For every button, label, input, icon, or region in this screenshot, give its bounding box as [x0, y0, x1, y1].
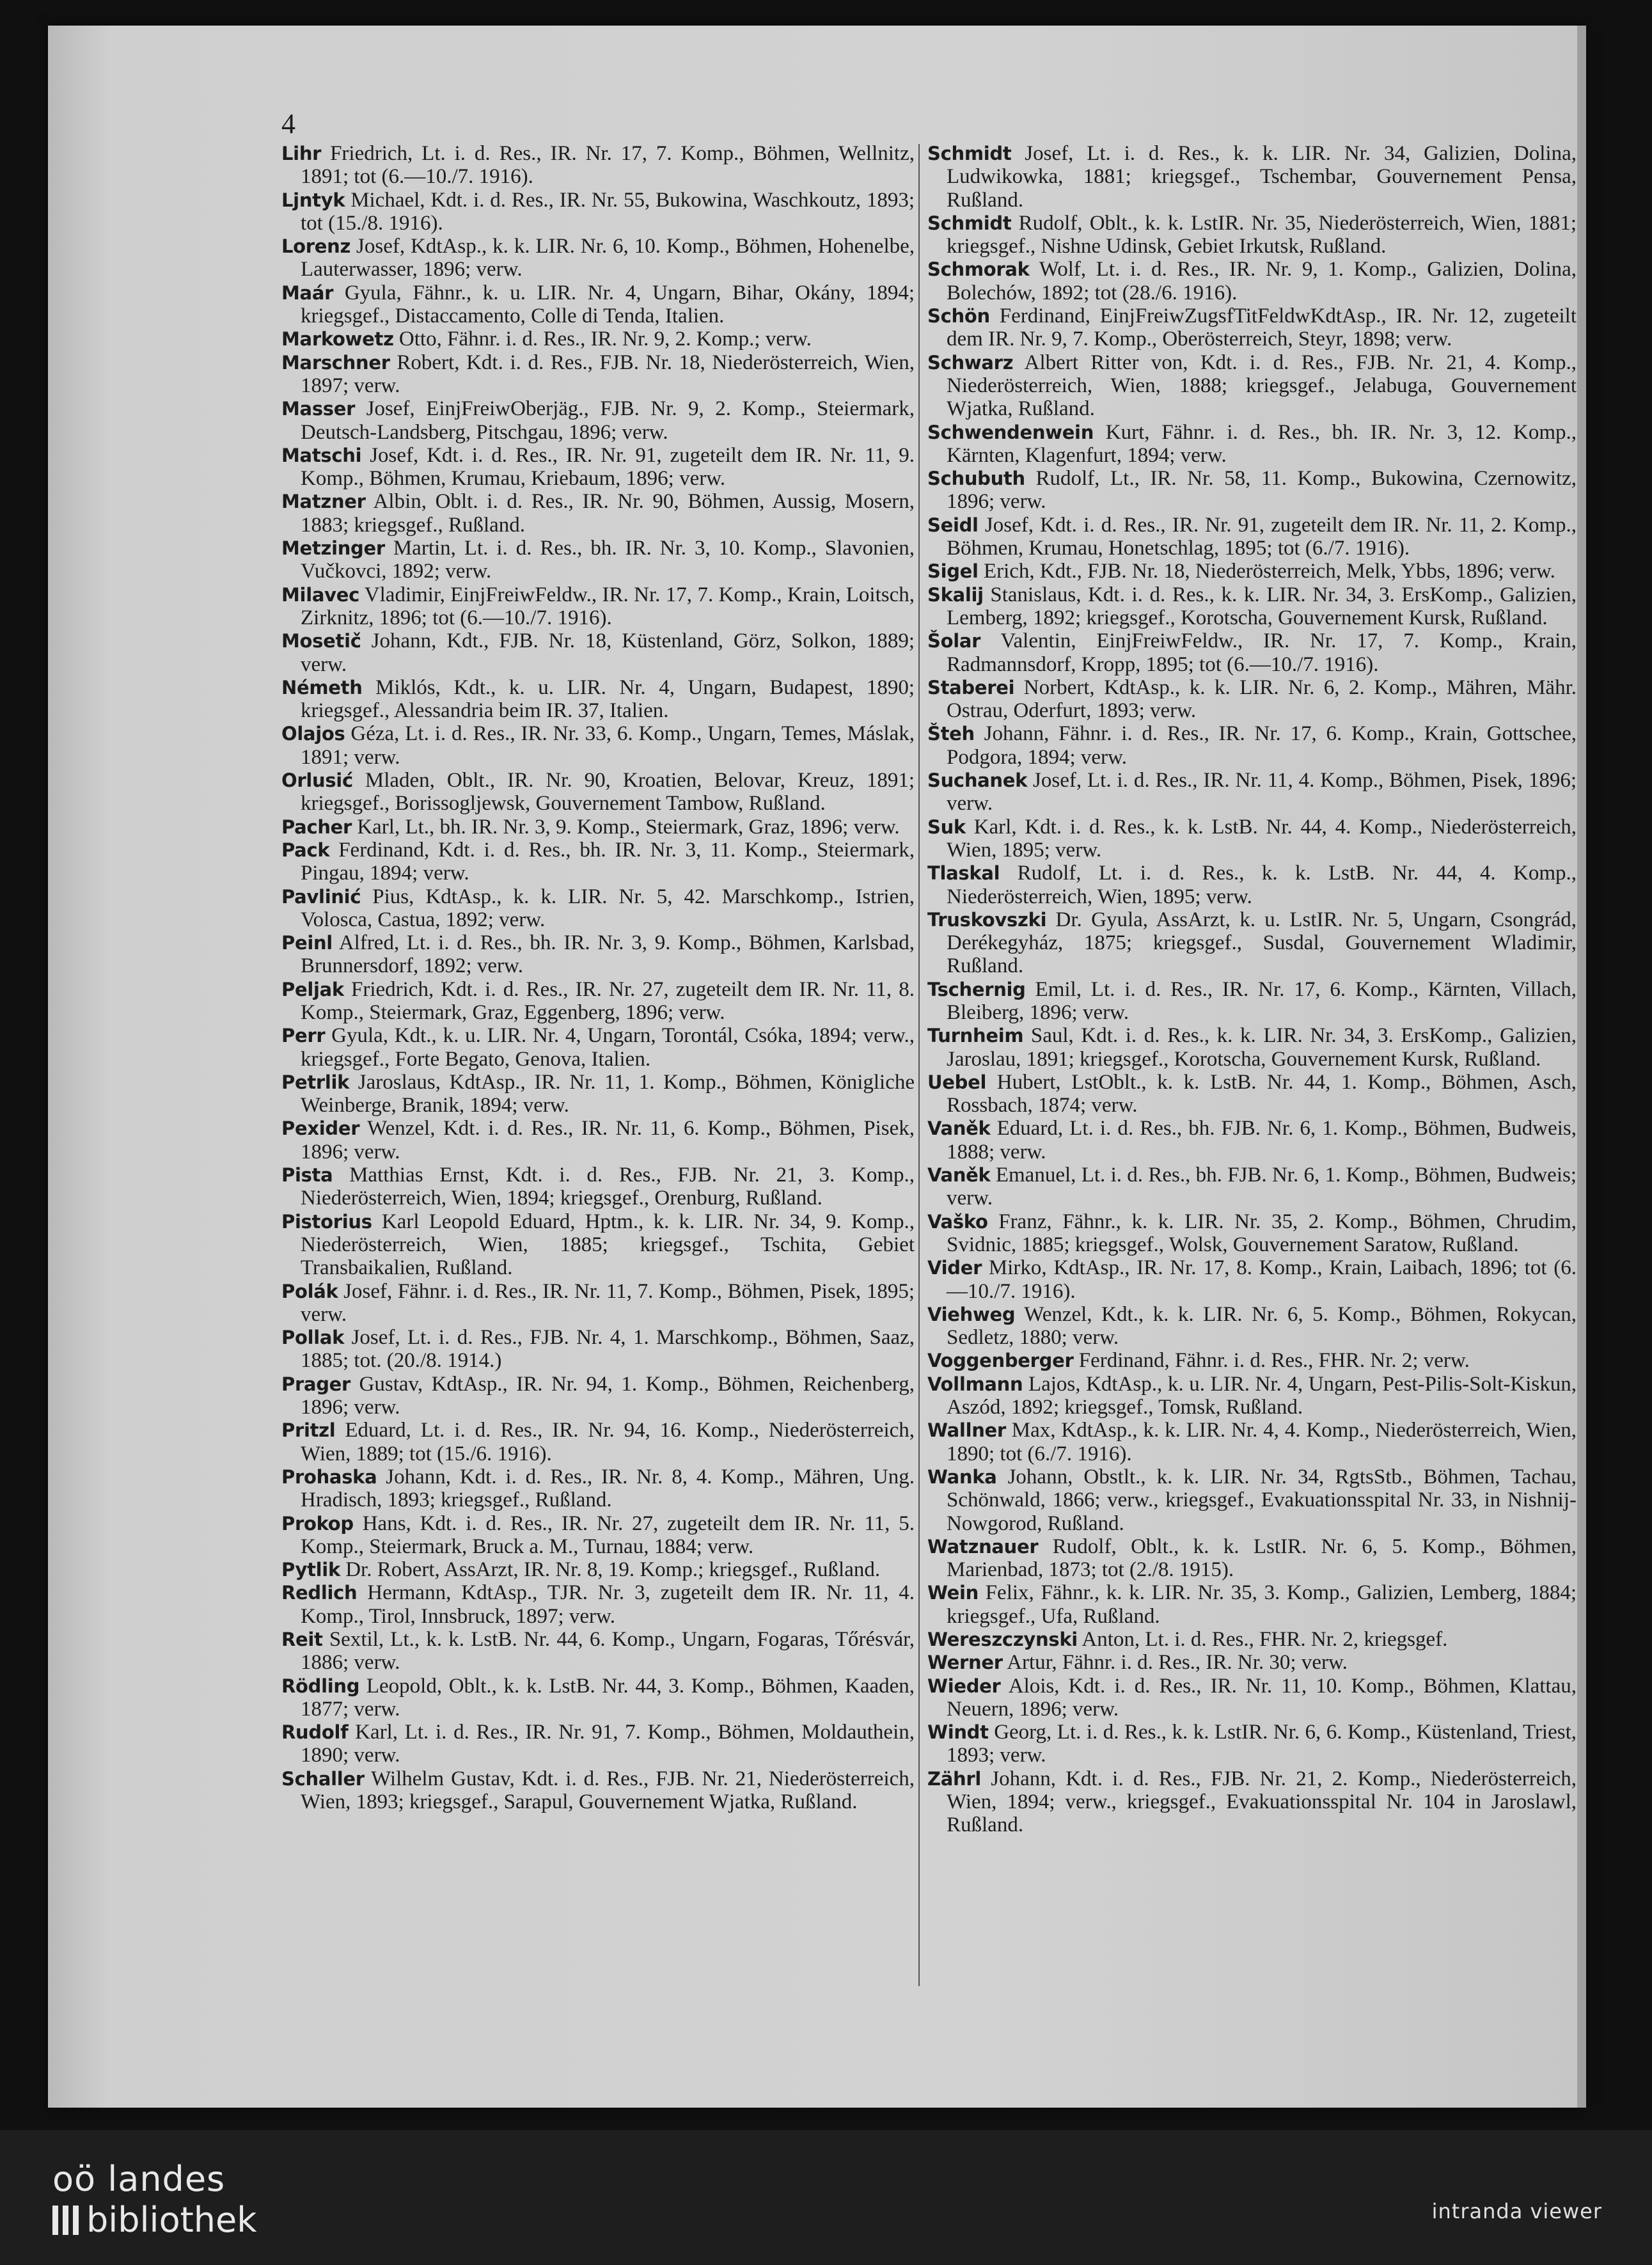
entry-surname: Sigel	[927, 560, 979, 583]
list-item	[927, 142, 1577, 212]
entry-surname: Staberei	[927, 676, 1015, 698]
list-item	[281, 1117, 915, 1164]
list-item	[281, 1419, 915, 1465]
entry-details: Felix, Fähnr., k. k. LIR. Nr. 35, 3. Komp., Galizien, Lemberg, 1884; kriegsgef., Ufa, Rußland.	[947, 1581, 1577, 1628]
entry-surname: Wieder	[927, 1675, 1001, 1697]
entry-details: Josef, Lt. i. d. Res., k. k. LIR. Nr. 34, Galizien, Dolina, Ludwikowka, 1881; kriegsgef., Tschembar, Gouvernement Pensa, Rußland.	[947, 142, 1577, 212]
list-item	[281, 583, 915, 630]
list-item	[927, 421, 1577, 468]
list-item	[927, 978, 1577, 1025]
entry-details: Alois, Kdt. i. d. Res., IR. Nr. 11, 10. Komp., Böhmen, Klattau, Neuern, 1896; verw.	[947, 1674, 1577, 1721]
logo-text-line2: bibliothek	[86, 2200, 257, 2240]
entry-surname: Maár	[281, 281, 334, 304]
entry-details: Hans, Kdt. i. d. Res., IR. Nr. 27, zugeteilt dem IR. Nr. 11, 5. Komp., Steiermark, Bruck a. M., Turnau, 1884; verw.	[301, 1511, 915, 1558]
list-item	[927, 258, 1577, 304]
list-item	[281, 1326, 915, 1373]
entry-details: Wilhelm Gustav, Kdt. i. d. Res., FJB. Nr. 21, Niederösterreich, Wien, 1893; kriegsgef., Sarapul, Gouvernement Wjatka, Rußland.	[301, 1767, 915, 1814]
entry-details: Emanuel, Lt. i. d. Res., bh. FJB. Nr. 6, 1. Komp., Böhmen, Budweis; verw.	[947, 1164, 1577, 1210]
entry-details: Gyula, Kdt., k. u. LIR. Nr. 4, Ungarn, Torontál, Csóka, 1894; verw., kriegsgef., Forte Begato, Genova, Italien.	[301, 1024, 915, 1071]
entry-surname: Schmidt	[927, 212, 1012, 234]
entry-details: Wenzel, Kdt. i. d. Res., IR. Nr. 11, 6. Komp., Böhmen, Pisek, 1896; verw.	[301, 1117, 915, 1164]
list-item	[281, 189, 915, 235]
entry-surname: Wallner	[927, 1419, 1006, 1442]
list-item	[281, 722, 915, 769]
list-item	[927, 467, 1577, 514]
entry-details: Johann, Fähnr. i. d. Res., IR. Nr. 17, 6. Komp., Krain, Gottschee, Podgora, 1894; verw.	[947, 722, 1577, 769]
entry-details: Rudolf, Oblt., k. k. LstIR. Nr. 6, 5. Komp., Böhmen, Marienbad, 1873; tot (2./8. 1915).	[947, 1535, 1577, 1582]
entry-surname: Orlusić	[281, 769, 353, 792]
entry-surname: Polák	[281, 1280, 338, 1302]
left-column	[281, 142, 915, 1813]
entry-surname: Pack	[281, 839, 330, 861]
logo-bars-icon	[52, 2206, 79, 2235]
list-item	[927, 1465, 1577, 1535]
list-item	[281, 885, 915, 932]
entry-surname: Pacher	[281, 816, 352, 838]
entry-surname: Šteh	[927, 723, 975, 745]
list-item	[281, 1767, 915, 1814]
entry-details: Emil, Lt. i. d. Res., IR. Nr. 17, 6. Komp., Kärnten, Villach, Bleiberg, 1896; verw.	[947, 977, 1577, 1024]
list-item	[281, 816, 915, 839]
entry-surname: Perr	[281, 1025, 326, 1047]
list-item	[927, 1535, 1577, 1582]
list-item	[281, 1164, 915, 1210]
page-number: 4	[281, 108, 295, 139]
list-item	[281, 1373, 915, 1419]
entry-surname: Zährl	[927, 1767, 981, 1790]
right-column	[927, 142, 1577, 1837]
viewer-footer	[0, 2130, 1652, 2265]
entry-surname: Matschi	[281, 444, 362, 466]
logo-line2	[52, 2200, 257, 2241]
entry-surname: Vaško	[927, 1210, 988, 1233]
entry-details: Dr. Robert, AssArzt, IR. Nr. 8, 19. Komp.; kriegsgef., Rußland.	[345, 1558, 881, 1582]
entry-surname: Seidl	[927, 514, 979, 536]
entry-surname: Pritzl	[281, 1419, 336, 1442]
list-item	[927, 304, 1577, 351]
entry-details: Karl Leopold Eduard, Hptm., k. k. LIR. Nr. 34, 9. Komp., Niederösterreich, Wien, 1885; kriegsgef., Tschita, Gebiet Transbaikalien, Rußland.	[301, 1210, 915, 1280]
entry-surname: Lihr	[281, 143, 322, 164]
entry-surname: Suchanek	[927, 769, 1028, 792]
entry-surname: Viehweg	[927, 1303, 1016, 1325]
entry-surname: Schwarz	[927, 351, 1014, 374]
list-item	[281, 1558, 915, 1581]
list-item	[281, 676, 915, 723]
list-item	[927, 1210, 1577, 1257]
entry-details: Mladen, Oblt., IR. Nr. 90, Kroatien, Belovar, Kreuz, 1891; kriegsgef., Borissogljewsk, Gouvernement Tambow, Rußland.	[301, 769, 915, 816]
entry-details: Stanislaus, Kdt. i. d. Res., k. k. LIR. Nr. 34, 3. ErsKomp., Galizien, Lemberg, 1892; kriegsgef., Korotscha, Gouvernement Kursk, Rußland.	[947, 583, 1577, 629]
list-item	[927, 676, 1577, 723]
list-item	[281, 1071, 915, 1117]
entry-details: Josef, Lt. i. d. Res., IR. Nr. 11, 4. Komp., Böhmen, Pisek, 1896; verw.	[947, 769, 1577, 816]
list-item	[281, 351, 915, 398]
entry-details: Robert, Kdt. i. d. Res., FJB. Nr. 18, Niederösterreich, Wien, 1897; verw.	[301, 351, 915, 397]
entry-surname: Rödling	[281, 1675, 360, 1697]
entry-details: Georg, Lt. i. d. Res., k. k. LstIR. Nr. 6, 6. Komp., Küstenland, Triest, 1893; verw.	[947, 1721, 1577, 1767]
list-item	[927, 514, 1577, 560]
list-item	[281, 1721, 915, 1767]
entry-details: Ferdinand, Fähnr. i. d. Res., FHR. Nr. 2; verw.	[1078, 1349, 1470, 1373]
list-item	[281, 235, 915, 281]
entry-surname: Markowetz	[281, 328, 394, 351]
entry-surname: Schaller	[281, 1767, 365, 1790]
list-item	[927, 1349, 1577, 1372]
entry-surname: Németh	[281, 676, 363, 698]
entry-details: Hubert, LstOblt., k. k. LstB. Nr. 44, 1. Komp., Böhmen, Asch, Rossbach, 1874; verw.	[947, 1070, 1577, 1117]
entry-details: Gustav, KdtAsp., IR. Nr. 94, 1. Komp., Böhmen, Reichenberg, 1896; verw.	[301, 1372, 915, 1419]
entry-surname: Pavlinić	[281, 885, 361, 908]
entry-details: Wolf, Lt. i. d. Res., IR. Nr. 9, 1. Komp., Galizien, Dolina, Bolechów, 1892; tot (28./6. 1916).	[947, 258, 1577, 304]
entry-details: Matthias Ernst, Kdt. i. d. Res., FJB. Nr. 21, 3. Komp., Niederösterreich, Wien, 1894; kriegsgef., Orenburg, Rußland.	[301, 1164, 915, 1210]
entry-details: Ferdinand, Kdt. i. d. Res., bh. IR. Nr. 3, 11. Komp., Steiermark, Pingau, 1894; verw.	[301, 838, 915, 885]
entry-details: Karl, Lt., bh. IR. Nr. 3, 9. Komp., Steiermark, Graz, 1896; verw.	[357, 815, 900, 839]
list-item	[281, 1024, 915, 1071]
column-divider	[918, 144, 920, 1986]
list-item	[281, 1465, 915, 1512]
library-logo[interactable]	[52, 2159, 257, 2241]
entry-details: Albin, Oblt. i. d. Res., IR. Nr. 90, Böhmen, Aussig, Mosern, 1883; kriegsgef., Rußland.	[301, 490, 915, 537]
entry-details: Ferdinand, EinjFreiwZugsfTitFeldwKdtAsp., IR. Nr. 12, zugeteilt dem IR. Nr. 9, 7. Komp., Oberösterreich, Steyr, 1898; verw.	[947, 304, 1577, 351]
entry-details: Sextil, Lt., k. k. LstB. Nr. 44, 6. Komp., Ungarn, Fogaras, Tőrésvár, 1886; verw.	[301, 1628, 915, 1675]
list-item	[927, 1164, 1577, 1210]
entry-surname: Pistorius	[281, 1210, 372, 1233]
list-item	[927, 816, 1577, 862]
entry-surname: Peinl	[281, 932, 333, 954]
list-item	[927, 769, 1577, 816]
entry-details: Alfred, Lt. i. d. Res., bh. IR. Nr. 3, 9. Komp., Böhmen, Karlsbad, Brunnersdorf, 1892; verw.	[301, 931, 915, 978]
entry-details: Valentin, EinjFreiwFeldw., IR. Nr. 17, 7. Komp., Krain, Radmannsdorf, Kropp, 1895; tot (6.—10./7. 1916).	[947, 629, 1577, 676]
entry-details: Miklós, Kdt., k. u. LIR. Nr. 4, Ungarn, Budapest, 1890; kriegsgef., Alessandria beim IR. 37, Italien.	[301, 675, 915, 723]
list-item	[281, 1675, 915, 1721]
list-item	[281, 1280, 915, 1327]
entry-details: Jaroslaus, KdtAsp., IR. Nr. 11, 1. Komp., Böhmen, Königliche Weinberge, Branik, 1894; verw.	[301, 1070, 915, 1117]
entry-details: Albert Ritter von, Kdt. i. d. Res., FJB. Nr. 21, 4. Komp., Niederösterreich, Wien, 1888; kriegsgef., Jelabuga, Gouvernement Wjatka, Rußland.	[947, 351, 1577, 421]
entry-details: Johann, Kdt., FJB. Nr. 18, Küstenland, Görz, Solkon, 1889; verw.	[301, 629, 915, 676]
entry-surname: Pollak	[281, 1327, 345, 1349]
entry-surname: Wein	[927, 1582, 979, 1604]
list-item	[281, 1512, 915, 1559]
logo-text-line1: oö landes	[52, 2159, 226, 2199]
list-item	[281, 769, 915, 816]
entry-surname: Olajos	[281, 723, 345, 745]
entry-surname: Watznauer	[927, 1535, 1039, 1558]
entry-surname: Prager	[281, 1373, 351, 1395]
entry-surname: Reit	[281, 1629, 323, 1650]
entry-surname: Schubuth	[927, 468, 1025, 490]
entry-surname: Matzner	[281, 491, 366, 513]
entry-surname: Vaněk	[927, 1117, 991, 1140]
list-item	[281, 281, 915, 328]
entry-surname: Tschernig	[927, 978, 1026, 1000]
list-item	[281, 978, 915, 1025]
entry-surname: Pista	[281, 1164, 333, 1187]
list-item	[281, 142, 915, 189]
entry-details: Eduard, Lt. i. d. Res., IR. Nr. 94, 16. Komp., Niederösterreich, Wien, 1889; tot (15./6. 1916).	[301, 1419, 915, 1465]
entry-details: Géza, Lt. i. d. Res., IR. Nr. 33, 6. Komp., Ungarn, Temes, Máslak, 1891; verw.	[301, 722, 915, 769]
list-item	[927, 1419, 1577, 1465]
list-item	[927, 1117, 1577, 1164]
list-item	[927, 1651, 1577, 1674]
entry-details: Franz, Fähnr., k. k. LIR. Nr. 35, 2. Komp., Böhmen, Chrudim, Svidnic, 1885; kriegsgef., Wolsk, Gouvernement Saratow, Rußland.	[947, 1210, 1577, 1256]
entry-details: Artur, Fähnr. i. d. Res., IR. Nr. 30; verw.	[1007, 1651, 1348, 1675]
entry-details: Erich, Kdt., FJB. Nr. 18, Niederösterreich, Melk, Ybbs, 1896; verw.	[983, 560, 1555, 583]
entry-surname: Schön	[927, 305, 990, 328]
list-item	[281, 490, 915, 537]
entry-surname: Schmorak	[927, 258, 1030, 281]
list-item	[281, 1210, 915, 1280]
entry-details: Friedrich, Lt. i. d. Res., IR. Nr. 17, 7. Komp., Böhmen, Wellnitz, 1891; tot (6.—10./7. 1916).	[301, 142, 915, 189]
list-item	[927, 1303, 1577, 1350]
list-item	[927, 629, 1577, 676]
entry-surname: Werner	[927, 1652, 1003, 1674]
entry-surname: Pytlik	[281, 1559, 340, 1581]
entry-surname: Redlich	[281, 1582, 358, 1604]
entry-details: Eduard, Lt. i. d. Res., bh. FJB. Nr. 6, 1. Komp., Böhmen, Budweis, 1888; verw.	[947, 1117, 1577, 1164]
entry-surname: Mosetič	[281, 630, 361, 652]
list-item	[927, 1721, 1577, 1767]
entry-surname: Lorenz	[281, 235, 351, 258]
entry-details: Lajos, KdtAsp., k. u. LIR. Nr. 4, Ungarn, Pest-Pilis-Solt-Kiskun, Aszód, 1892; kriegsgef., Tomsk, Rußland.	[947, 1372, 1577, 1419]
list-item	[281, 537, 915, 583]
entry-details: Rudolf, Lt. i. d. Res., k. k. LstB. Nr. 44, 4. Komp., Niederösterreich, Wien, 1895; verw.	[947, 862, 1577, 908]
entry-surname: Pexider	[281, 1117, 360, 1140]
entry-surname: Truskovszki	[927, 908, 1047, 931]
entry-details: Karl, Kdt. i. d. Res., k. k. LstB. Nr. 44, 4. Komp., Niederösterreich, Wien, 1895; verw.	[947, 815, 1577, 862]
entry-details: Saul, Kdt. i. d. Res., k. k. LIR. Nr. 34, 3. ErsKomp., Galizien, Jaroslau, 1891; kriegsgef., Korotscha, Gouvernement Kursk, Rußland.	[947, 1024, 1577, 1071]
entry-details: Friedrich, Kdt. i. d. Res., IR. Nr. 27, zugeteilt dem IR. Nr. 11, 8. Komp., Steiermark, Graz, Eggenberg, 1896; verw.	[301, 977, 915, 1024]
entry-surname: Vider	[927, 1257, 982, 1279]
entry-surname: Prohaska	[281, 1465, 377, 1488]
entry-details: Michael, Kdt. i. d. Res., IR. Nr. 55, Bukowina, Waschkoutz, 1893; tot (15./8. 1916).	[301, 188, 915, 235]
entry-details: Gyula, Fähnr., k. u. LIR. Nr. 4, Ungarn, Bihar, Okány, 1894; kriegsgef., Distaccamento, Colle di Tenda, Italien.	[301, 281, 915, 328]
list-item	[927, 583, 1577, 630]
entry-details: Josef, Lt. i. d. Res., FJB. Nr. 4, 1. Marschkomp., Böhmen, Saaz, 1885; tot. (20./8. 1914.)	[301, 1326, 915, 1373]
entry-details: Josef, Fähnr. i. d. Res., IR. Nr. 11, 7. Komp., Böhmen, Pisek, 1895; verw.	[301, 1279, 915, 1326]
list-item	[927, 722, 1577, 769]
entry-details: Otto, Fähnr. i. d. Res., IR. Nr. 9, 2. Komp.; verw.	[398, 328, 812, 351]
entry-details: Norbert, KdtAsp., k. k. LIR. Nr. 6, 2. Komp., Mähren, Mähr. Ostrau, Oderfurt, 1893; verw.	[947, 675, 1577, 723]
page-edge	[1577, 26, 1586, 2108]
entry-details: Karl, Lt. i. d. Res., IR. Nr. 91, 7. Komp., Böhmen, Moldauthein, 1890; verw.	[301, 1721, 915, 1767]
entry-surname: Voggenberger	[927, 1350, 1074, 1372]
entry-surname: Rudolf	[281, 1721, 349, 1744]
entry-details: Josef, EinjFreiwOberjäg., FJB. Nr. 9, 2. Komp., Steiermark, Deutsch-Landsberg, Pitschgau, 1896; verw.	[301, 397, 915, 444]
list-item	[927, 1628, 1577, 1651]
entry-surname: Masser	[281, 398, 356, 420]
list-item	[281, 1628, 915, 1675]
list-item	[281, 328, 915, 351]
entry-details: Josef, Kdt. i. d. Res., IR. Nr. 91, zugeteilt dem IR. Nr. 11, 9. Komp., Böhmen, Krumau, Kriebaum, 1896; verw.	[301, 443, 915, 491]
entry-details: Martin, Lt. i. d. Res., bh. IR. Nr. 3, 10. Komp., Slavonien, Vučkovci, 1892; verw.	[301, 537, 915, 583]
entry-details: Josef, KdtAsp., k. k. LIR. Nr. 6, 10. Komp., Böhmen, Hohenelbe, Lauterwasser, 1896; verw.	[301, 235, 915, 281]
list-item	[927, 560, 1577, 583]
list-item	[927, 908, 1577, 978]
entry-surname: Vaněk	[927, 1164, 991, 1187]
entry-surname: Peljak	[281, 978, 344, 1000]
entry-surname: Wereszczynski	[927, 1629, 1078, 1650]
list-item	[281, 839, 915, 885]
entry-surname: Windt	[927, 1721, 989, 1744]
list-item	[281, 629, 915, 676]
entry-details: Leopold, Oblt., k. k. LstB. Nr. 44, 3. Komp., Böhmen, Kaaden, 1877; verw.	[301, 1674, 915, 1721]
list-item	[927, 1256, 1577, 1303]
list-item	[927, 1675, 1577, 1721]
entry-details: Johann, Obstlt., k. k. LIR. Nr. 34, RgtsStb., Böhmen, Tachau, Schönwald, 1866; verw., kriegsgef., Evakuationsspital Nr. 33, in Nishnij-Nowgorod, Rußland.	[947, 1465, 1577, 1535]
list-item	[927, 1581, 1577, 1628]
entry-details: Hermann, KdtAsp., TJR. Nr. 3, zugeteilt dem IR. Nr. 11, 4. Komp., Tirol, Innsbruck, 1897; verw.	[301, 1581, 915, 1628]
entry-details: Mirko, KdtAsp., IR. Nr. 17, 8. Komp., Krain, Laibach, 1896; tot (6.—10./7. 1916).	[947, 1256, 1577, 1303]
entry-details: Pius, KdtAsp., k. k. LIR. Nr. 5, 42. Marschkomp., Istrien, Volosca, Castua, 1892; verw.	[301, 885, 915, 931]
entry-surname: Wanka	[927, 1465, 997, 1488]
entry-details: Max, KdtAsp., k. k. LIR. Nr. 4, 4. Komp., Niederösterreich, Wien, 1890; tot (6./7. 1916).	[947, 1419, 1577, 1465]
entry-surname: Turnheim	[927, 1025, 1024, 1047]
entry-details: Wenzel, Kdt., k. k. LIR. Nr. 6, 5. Komp., Böhmen, Rokycan, Sedletz, 1880; verw.	[947, 1302, 1577, 1350]
entry-surname: Šolar	[927, 630, 981, 652]
entry-details: Kurt, Fähnr. i. d. Res., bh. IR. Nr. 3, 12. Komp., Kärnten, Klagenfurt, 1894; verw.	[947, 420, 1577, 467]
entry-surname: Ljntyk	[281, 189, 345, 211]
entry-details: Anton, Lt. i. d. Res., FHR. Nr. 2, kriegsgef.	[1082, 1628, 1448, 1651]
entry-details: Josef, Kdt. i. d. Res., IR. Nr. 91, zugeteilt dem IR. Nr. 11, 2. Komp., Böhmen, Krumau, Honetschlag, 1895; tot (6./7. 1916).	[947, 513, 1577, 560]
entry-details: Vladimir, EinjFreiwFeldw., IR. Nr. 17, 7. Komp., Krain, Loitsch, Zirknitz, 1896; tot (6.—10./7. 1916).	[301, 583, 915, 629]
list-item	[927, 212, 1577, 258]
entry-surname: Skalij	[927, 583, 984, 606]
list-item	[927, 1373, 1577, 1419]
entry-surname: Schwendenwein	[927, 421, 1094, 443]
list-item	[281, 931, 915, 978]
list-item	[281, 1581, 915, 1628]
entry-surname: Suk	[927, 816, 966, 838]
entry-details: Johann, Kdt. i. d. Res., IR. Nr. 8, 4. Komp., Mähren, Ung. Hradisch, 1893; kriegsgef., Rußland.	[301, 1465, 915, 1512]
entry-surname: Prokop	[281, 1512, 354, 1535]
entry-surname: Metzinger	[281, 537, 385, 560]
entry-surname: Marschner	[281, 351, 390, 374]
entry-surname: Petrlik	[281, 1071, 350, 1093]
list-item	[927, 1071, 1577, 1117]
entry-surname: Uebel	[927, 1071, 987, 1093]
list-item	[927, 1767, 1577, 1837]
entry-surname: Schmidt	[927, 143, 1012, 164]
list-item	[281, 397, 915, 444]
entry-details: Dr. Gyula, AssArzt, k. u. LstIR. Nr. 5, Ungarn, Csongrád, Derékegyház, 1875; kriegsgef., Susdal, Gouvernement Wladimir, Rußland.	[947, 908, 1577, 978]
entry-surname: Milavec	[281, 583, 359, 606]
list-item	[927, 351, 1577, 421]
list-item	[281, 444, 915, 491]
entry-details: Rudolf, Lt., IR. Nr. 58, 11. Komp., Bukowina, Czernowitz, 1896; verw.	[947, 467, 1577, 514]
entry-surname: Tlaskal	[927, 862, 1000, 885]
list-item	[927, 1024, 1577, 1071]
viewer-brand-label[interactable]: intranda viewer	[1431, 2199, 1602, 2223]
entry-details: Johann, Kdt. i. d. Res., FJB. Nr. 21, 2. Komp., Niederösterreich, Wien, 1894; verw., kriegsgef., Evakuationsspital Nr. 104 in Jaroslawl, Rußland.	[947, 1767, 1577, 1837]
entry-surname: Vollmann	[927, 1373, 1023, 1395]
list-item	[927, 862, 1577, 908]
entry-details: Rudolf, Oblt., k. k. LstIR. Nr. 35, Niederösterreich, Wien, 1881; kriegsgef., Nishne Udinsk, Gebiet Irkutsk, Rußland.	[947, 211, 1577, 258]
